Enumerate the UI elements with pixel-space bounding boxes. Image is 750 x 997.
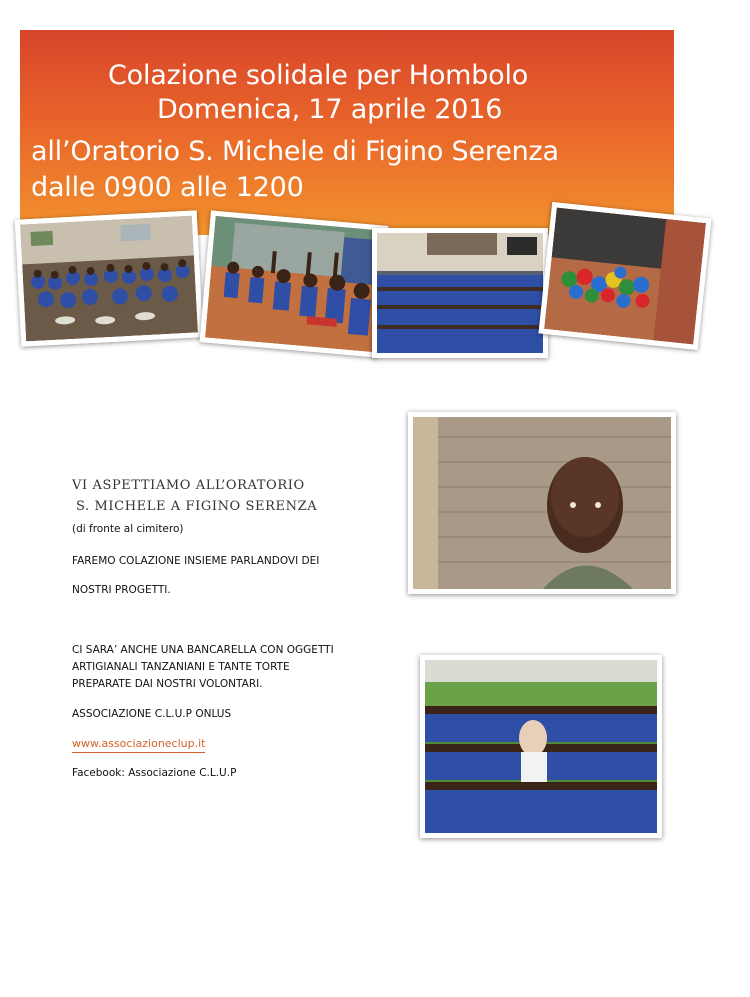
photo-colorful-containers [539, 202, 712, 350]
event-date: Domenica, 17 aprile 2016 [157, 94, 503, 125]
paragraph-breakfast-1: FAREMO COLAZIONE INSIEME PARLANDOVI DEI [72, 555, 320, 567]
heading-line-2: S. MICHELE A FIGINO SERENZA [76, 499, 318, 514]
event-time: dalle 0900 alle 1200 [31, 172, 304, 203]
facebook-page: Facebook: Associazione C.L.U.P [72, 767, 237, 779]
event-location: all’Oratorio S. Michele di Figino Serenza [31, 136, 559, 167]
photo-children-hall [372, 228, 548, 358]
photo-child-portrait [408, 412, 676, 594]
location-note: (di fronte al cimitero) [72, 523, 184, 535]
heading-line-1: VI ASPETTIAMO ALL’ORATORIO [72, 478, 305, 493]
paragraph-stall-3: PREPARATE DAI NOSTRI VOLONTARI. [72, 678, 263, 690]
association-name: ASSOCIAZIONE C.L.U.P ONLUS [72, 708, 232, 720]
website-link[interactable]: www.associazioneclup.it [72, 737, 205, 753]
paragraph-breakfast-2: NOSTRI PROGETTI. [72, 584, 171, 596]
photo-children-classroom [15, 210, 203, 346]
paragraph-stall-1: CI SARA’ ANCHE UNA BANCARELLA CON OGGETTI [72, 644, 334, 656]
photo-children-raising-hands [200, 210, 389, 357]
event-title: Colazione solidale per Hombolo [108, 60, 529, 91]
paragraph-stall-2: ARTIGIANALI TANZANIANI E TANTE TORTE [72, 661, 290, 673]
photo-group-volunteer [420, 655, 662, 838]
